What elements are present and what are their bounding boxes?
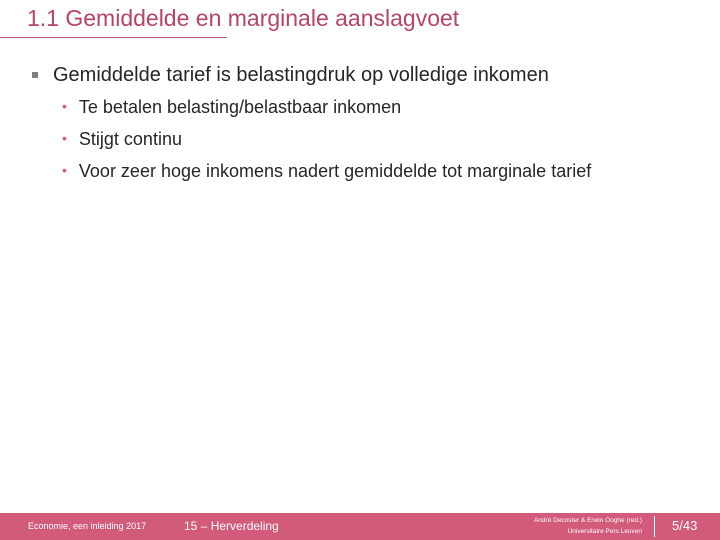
bullet-level1: [32, 64, 549, 87]
dot-bullet-icon: •: [62, 162, 67, 178]
sub-bullet-text: Voor zeer hoge inkomens nadert gemiddelde tot marginale tarief: [78, 161, 592, 181]
footer-bar: [0, 513, 720, 540]
sub-bullet: [62, 161, 591, 182]
sub-bullet-text: Te betalen belasting/belastbaar inkomen: [78, 97, 402, 117]
footer-chapter: 15 – Herverdeling: [184, 519, 279, 533]
footer-course: Economie, een inleiding 2017: [28, 521, 147, 531]
footer-authors-line: André Decoster & Erwin Ooghe (red.): [533, 517, 642, 524]
footer-authors: [500, 515, 642, 537]
title-underline: [0, 37, 227, 38]
bullet-text: Gemiddelde tarief is belastingdruk op volledige inkomen: [53, 64, 549, 86]
page-number: 5/43: [672, 518, 698, 533]
dot-bullet-icon: •: [62, 98, 67, 114]
dot-bullet-icon: •: [62, 130, 67, 146]
square-bullet-icon: [32, 72, 38, 78]
sub-bullet: [62, 97, 401, 118]
sub-bullet-text: Stijgt continu: [78, 129, 182, 149]
footer-publisher-line: Universitaire Pers Leuven: [567, 528, 642, 535]
slide-title: 1.1 Gemiddelde en marginale aanslagvoet: [27, 5, 460, 31]
footer-divider: [654, 516, 655, 537]
sub-bullet: [62, 129, 182, 150]
